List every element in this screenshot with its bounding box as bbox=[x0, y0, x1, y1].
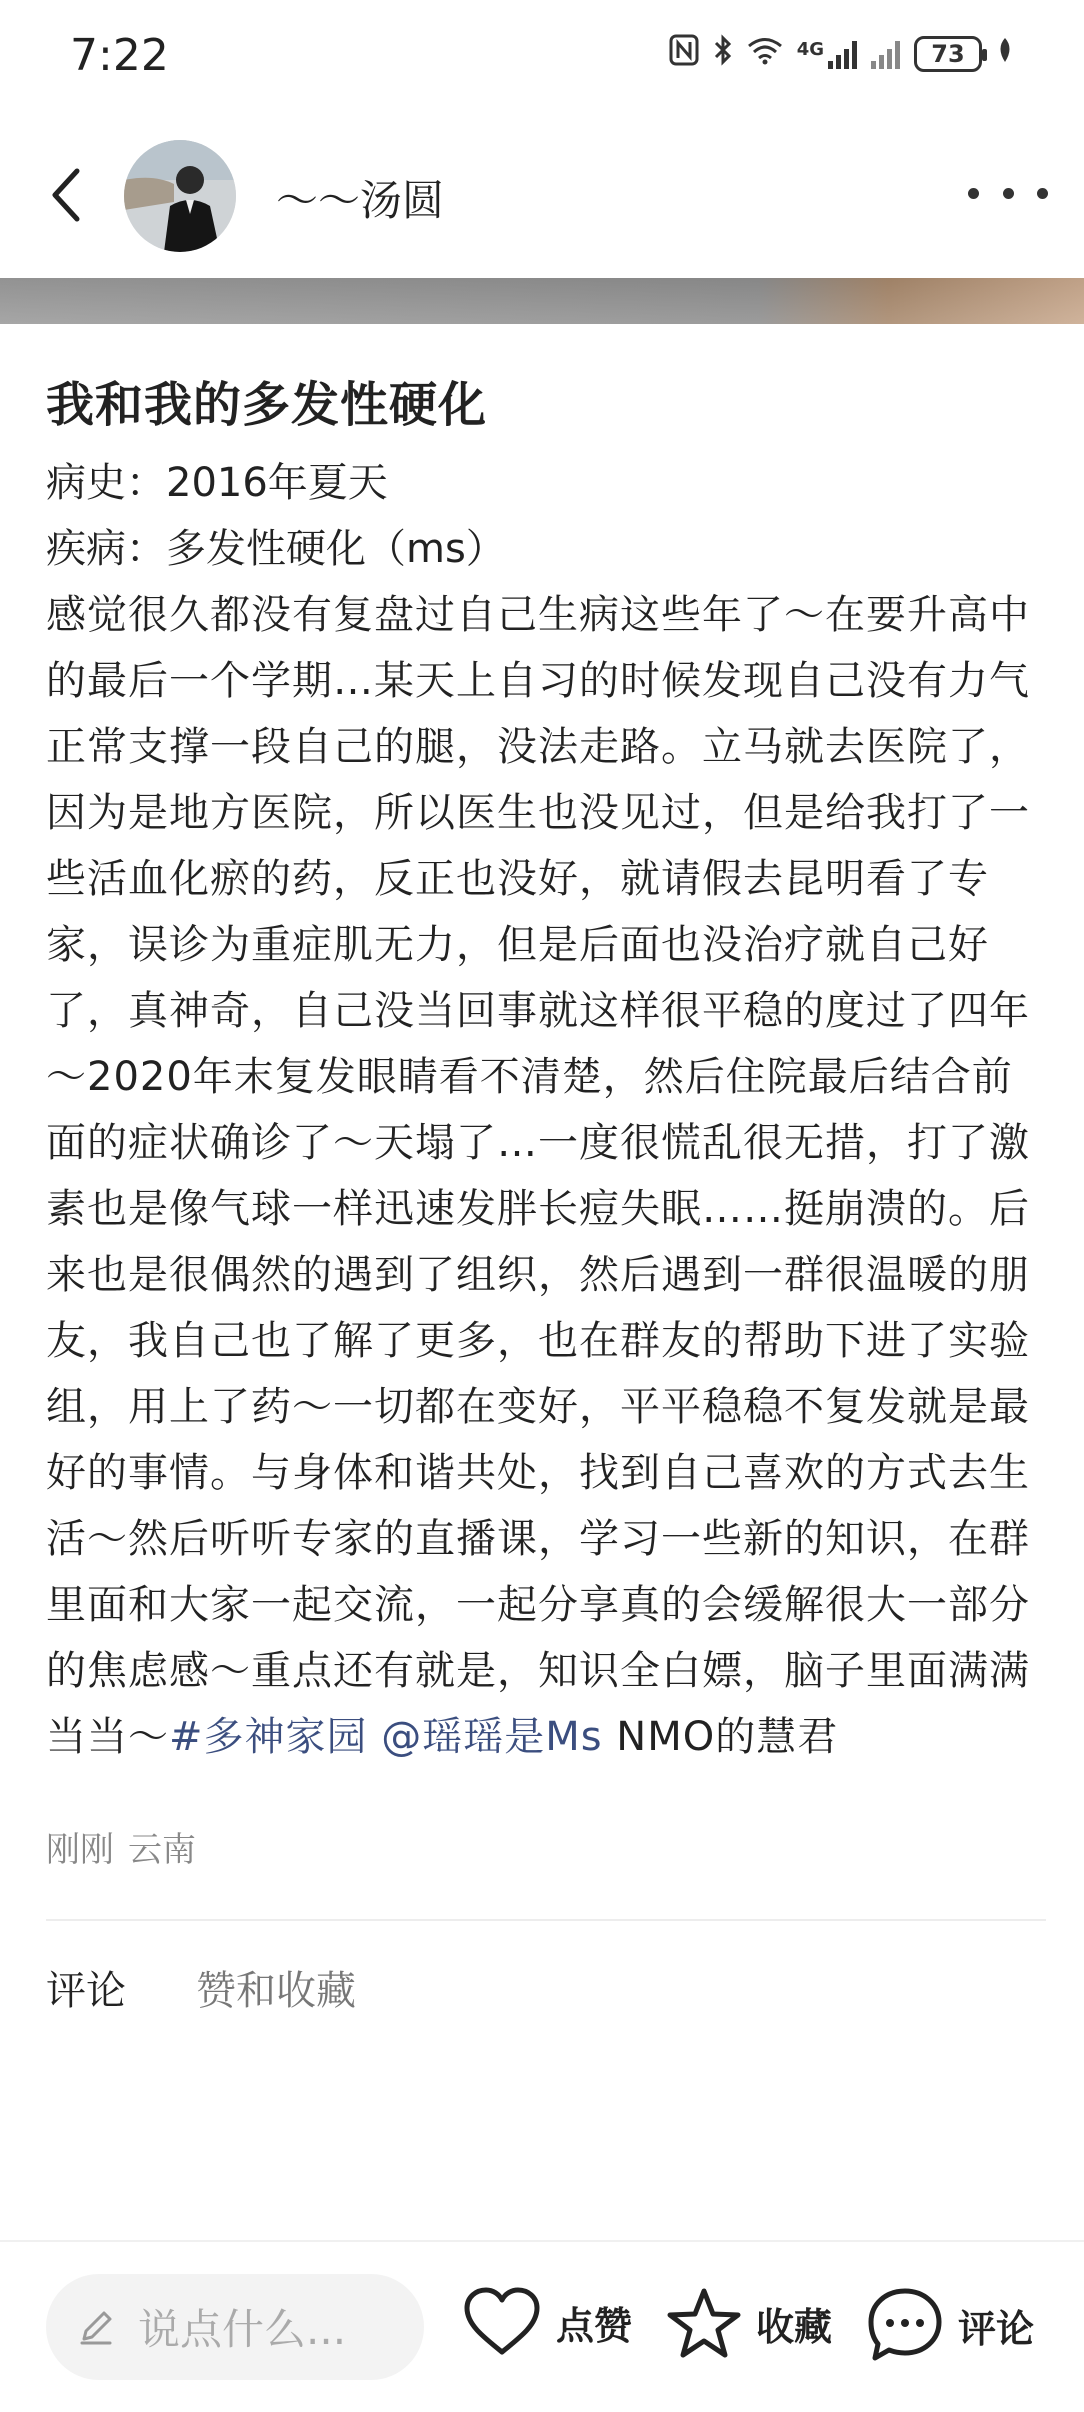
post-header bbox=[0, 110, 1084, 280]
wifi-icon bbox=[747, 35, 783, 73]
post-image[interactable] bbox=[0, 278, 1084, 324]
favorite-button[interactable] bbox=[666, 2286, 832, 2360]
trailing-text: NMO的慧君 bbox=[602, 1714, 839, 1761]
comment-label: 评论 bbox=[958, 2306, 1035, 2351]
post-meta bbox=[46, 1822, 1046, 1871]
hashtag-link[interactable]: #多神家园 bbox=[169, 1714, 368, 1761]
nfc-icon bbox=[669, 34, 699, 74]
back-arrow-icon bbox=[49, 165, 83, 225]
post-body bbox=[46, 582, 1046, 1770]
mention-name-part1: @瑶瑶是 bbox=[381, 1714, 546, 1761]
battery-level: 73 bbox=[931, 40, 965, 68]
post-location: 云南 bbox=[128, 1830, 196, 1871]
post-content bbox=[46, 330, 1046, 2016]
pencil-icon bbox=[76, 2307, 116, 2347]
tab-comments[interactable]: 评论 bbox=[46, 1968, 126, 2015]
more-icon-dot bbox=[968, 188, 979, 199]
bluetooth-icon bbox=[713, 34, 733, 74]
more-icon-dot bbox=[1037, 188, 1048, 199]
chat-bubble-icon bbox=[866, 2286, 944, 2364]
more-button[interactable] bbox=[968, 168, 1048, 218]
comment-input-placeholder: 说点什么... bbox=[138, 2305, 347, 2354]
disease-line: 疾病：多发性硬化（ms） bbox=[46, 526, 506, 573]
signal-icon bbox=[797, 39, 857, 69]
back-button[interactable] bbox=[36, 160, 96, 230]
avatar[interactable] bbox=[124, 140, 236, 252]
status-bar bbox=[0, 0, 1084, 110]
favorite-label: 收藏 bbox=[756, 2304, 833, 2349]
username[interactable]: ～～汤圆 bbox=[276, 176, 445, 225]
more-icon-dot bbox=[1003, 188, 1014, 199]
star-icon bbox=[666, 2286, 742, 2360]
interaction-tabs bbox=[46, 1959, 1046, 2016]
history-line: 病史：2016年夏天 bbox=[46, 460, 388, 507]
network-type-label: 4G bbox=[796, 39, 824, 60]
bottom-action-bar bbox=[0, 2240, 1084, 2412]
status-icons bbox=[669, 34, 1014, 74]
comment-input[interactable] bbox=[46, 2274, 424, 2380]
mention-link[interactable] bbox=[381, 1714, 602, 1760]
comment-button[interactable] bbox=[866, 2286, 1034, 2364]
battery-icon bbox=[914, 36, 982, 72]
post-title: 我和我的多发性硬化 bbox=[46, 377, 488, 433]
like-label: 点赞 bbox=[556, 2303, 633, 2348]
divider bbox=[46, 1919, 1046, 1921]
signal-2-icon bbox=[871, 39, 900, 69]
like-button[interactable] bbox=[462, 2286, 632, 2358]
heart-icon bbox=[462, 2286, 542, 2358]
tab-likes-favorites[interactable]: 赞和收藏 bbox=[196, 1968, 356, 2015]
status-time: 7:22 bbox=[70, 30, 169, 81]
mention-name-part2: Ms bbox=[545, 1714, 603, 1761]
post-body-text: 感觉很久都没有复盘过自己生病这些年了～在要升高中的最后一个学期…某天上自习的时候发现自己没有力气正常支撑一段自己的腿，没法走路。立马就去医院了，因为是地方医院，所以医生也没见过，但是给我打了一些活血化瘀的药，反正也没好，就请假去昆明看了专家，误诊为重症肌无力，但是后面也没治疗就自己好了，真神奇，自己没当回事就这样很平稳的度过了四年～2020年末复发眼睛看不清楚，然后住院最后结合前面的症状确诊了～天塌了…一度很慌乱很无措，打了激素也是像气球一样迅速发胖长痘失眠……挺崩溃的。后来也是很偶然的遇到了组织，然后遇到一群很温暖的朋友，我自己也了解了更多，也在群友的帮助下进了实验组，用上了药～一切都在变好，平平稳稳不复发就是最好的事情。与身体和谐共处，找到自己喜欢的方式去生活～然后听听专家的直播课，学习一些新的知识，在群里面和大家一起交流，一起分享真的会缓解很大一部分的焦虑感～重点还有就是，知识全白嫖，脑子里面满满当当～ bbox=[46, 592, 1030, 1761]
leaf-icon bbox=[996, 36, 1014, 72]
post-time: 刚刚 bbox=[46, 1830, 114, 1871]
